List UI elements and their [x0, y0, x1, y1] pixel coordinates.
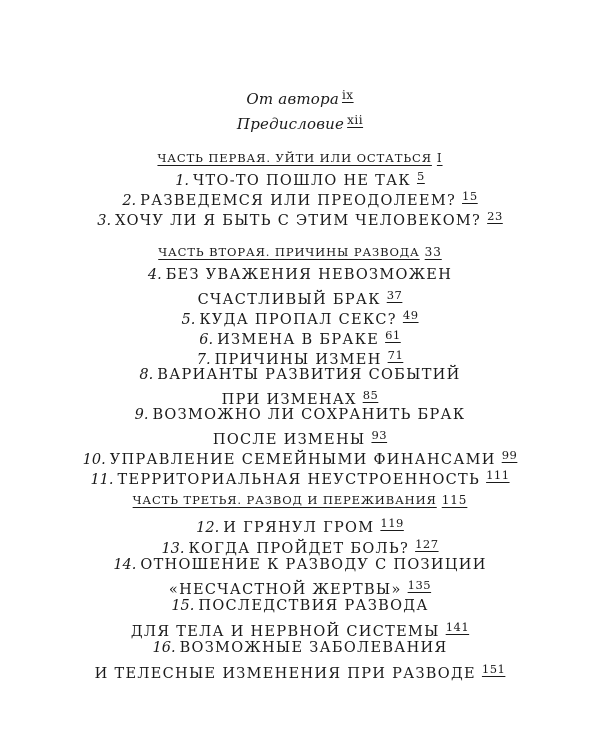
page-number: 37	[386, 288, 403, 302]
toc-entry-chapter-15[interactable]	[0, 596, 600, 616]
toc-entry-chapter-16[interactable]	[0, 638, 600, 658]
chapter-number: 4.	[147, 267, 162, 283]
page-number: 85	[362, 388, 379, 402]
page-number: I	[436, 151, 443, 165]
entry-title: Предисловие	[236, 115, 345, 133]
chapter-title: КОГДА ПРОЙДЕТ БОЛЬ?	[188, 541, 410, 557]
toc-entry-from-author[interactable]	[0, 88, 600, 108]
page-number: 5	[416, 169, 425, 183]
page-number: 61	[385, 328, 401, 342]
chapter-title-continued: ПОСЛЕ ИЗМЕНЫ	[212, 432, 366, 448]
chapter-title-continued: ПРИ ИЗМЕНАХ	[221, 392, 357, 408]
chapter-number: 15.	[171, 598, 195, 614]
page-number: 135	[407, 578, 432, 592]
page-number: 151	[481, 662, 506, 676]
chapter-number: 11.	[90, 472, 114, 488]
page-number: 127	[415, 537, 439, 551]
chapter-number: 7.	[196, 352, 211, 368]
chapter-number: 6.	[199, 332, 214, 348]
chapter-title: ПРИЧИНЫ ИЗМЕН	[214, 352, 382, 368]
toc-entry-chapter-16-continued[interactable]	[0, 659, 600, 684]
page-number: 15	[462, 189, 478, 203]
toc-entry-chapter-8[interactable]	[0, 365, 600, 385]
page-number: 111	[486, 468, 510, 482]
chapter-number: 14.	[113, 557, 137, 573]
chapter-number: 9.	[134, 407, 149, 423]
entry-title: От автора	[246, 90, 339, 108]
chapter-title: ТЕРРИТОРИАЛЬНАЯ НЕУСТРОЕННОСТЬ	[117, 472, 481, 488]
chapter-title: ВАРИАНТЫ РАЗВИТИЯ СОБЫТИЙ	[157, 367, 461, 383]
toc-entry-preface[interactable]	[0, 113, 600, 133]
chapter-title: БЕЗ УВАЖЕНИЯ НЕВОЗМОЖЕН	[165, 267, 453, 283]
chapter-title-continued: «НЕСЧАСТНОЙ ЖЕРТВЫ»	[168, 582, 402, 598]
part-title: ЧАСТЬ ВТОРАЯ. ПРИЧИНЫ РАЗВОДА	[158, 245, 420, 259]
chapter-number: 5.	[181, 312, 196, 328]
chapter-title: ПОСЛЕДСТВИЯ РАЗВОДА	[198, 598, 429, 614]
chapter-title: ОТНОШЕНИЕ К РАЗВОДУ С ПОЗИЦИИ	[140, 557, 487, 573]
toc-entry-chapter-4[interactable]	[0, 265, 600, 285]
part-heading-1[interactable]	[0, 151, 600, 165]
chapter-title: КУДА ПРОПАЛ СЕКС?	[199, 312, 397, 328]
toc-entry-chapter-9[interactable]	[0, 405, 600, 425]
chapter-number: 1.	[175, 173, 190, 189]
chapter-title-continued: ДЛЯ ТЕЛА И НЕРВНОЙ СИСТЕМЫ	[130, 624, 440, 640]
chapter-title: ВОЗМОЖНО ЛИ СОХРАНИТЬ БРАК	[152, 407, 466, 423]
chapter-number: 3.	[97, 213, 112, 229]
chapter-number: 16.	[152, 640, 176, 656]
part-title: ЧАСТЬ ТРЕТЬЯ. РАЗВОД И ПЕРЕЖИВАНИЯ	[132, 493, 437, 507]
chapter-title-continued: СЧАСТЛИВЫЙ БРАК	[197, 292, 381, 308]
chapter-number: 10.	[82, 452, 106, 468]
chapter-title: ЧТО-ТО ПОШЛО НЕ ТАК	[193, 173, 411, 189]
part-heading-3[interactable]	[0, 493, 600, 507]
chapter-title: И ГРЯНУЛ ГРОМ	[223, 520, 375, 536]
toc-entry-chapter-3[interactable]	[0, 206, 600, 231]
page-number: 119	[380, 516, 404, 530]
page-number: 71	[387, 348, 404, 362]
chapter-title: ВОЗМОЖНЫЕ ЗАБОЛЕВАНИЯ	[179, 640, 448, 656]
part-title: ЧАСТЬ ПЕРВАЯ. УЙТИ ИЛИ ОСТАТЬСЯ	[157, 151, 432, 165]
page-number: 115	[441, 493, 468, 507]
chapter-title-continued: И ТЕЛЕСНЫЕ ИЗМЕНЕНИЯ ПРИ РАЗВОДЕ	[94, 666, 476, 682]
chapter-number: 8.	[139, 367, 154, 383]
chapter-title: ИЗМЕНА В БРАКЕ	[217, 332, 380, 348]
page-number: 93	[371, 428, 388, 442]
chapter-title: ХОЧУ ЛИ Я БЫТЬ С ЭТИМ ЧЕЛОВЕКОМ?	[115, 213, 482, 229]
page-number: xii	[347, 113, 364, 127]
page-number: 49	[402, 308, 419, 322]
toc-entry-chapter-14[interactable]	[0, 555, 600, 575]
page-number: 99	[501, 448, 518, 462]
page-number: 141	[445, 620, 470, 634]
page-number: 23	[487, 209, 503, 223]
chapter-number: 13.	[161, 541, 185, 557]
page-number: 33	[424, 245, 442, 259]
toc-entry-chapter-11[interactable]	[0, 465, 600, 490]
chapter-title: УПРАВЛЕНИЕ СЕМЕЙНЫМИ ФИНАНСАМИ	[109, 452, 496, 468]
chapter-title: РАЗВЕДЕМСЯ ИЛИ ПРЕОДОЛЕЕМ?	[140, 193, 457, 209]
chapter-number: 2.	[122, 193, 137, 209]
part-heading-2[interactable]	[0, 245, 600, 259]
page-number: ix	[341, 88, 354, 102]
chapter-number: 12.	[196, 520, 220, 536]
